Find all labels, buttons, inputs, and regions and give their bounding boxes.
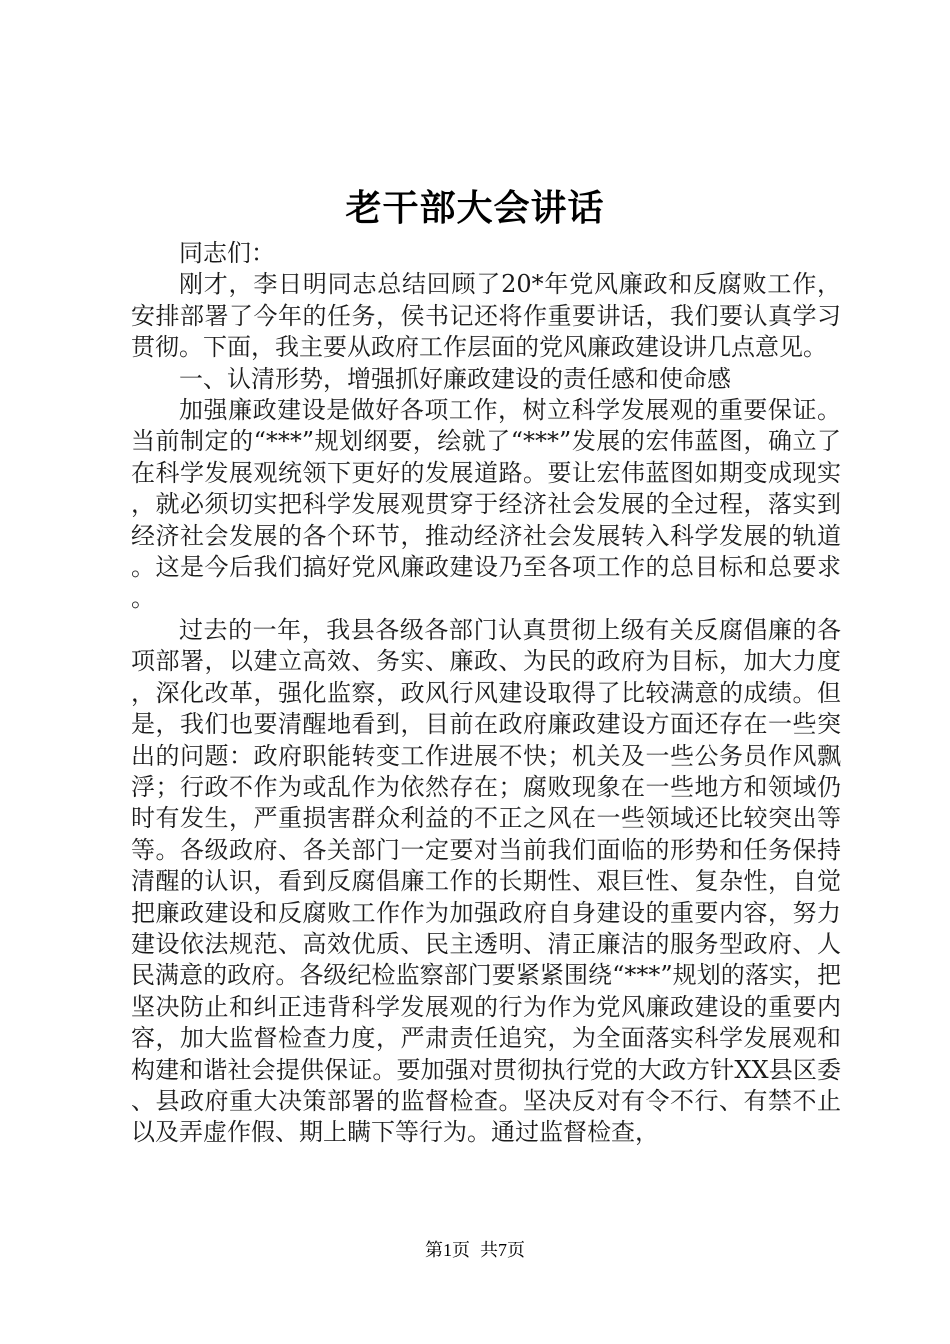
salutation: 同志们： xyxy=(179,239,275,267)
paragraph-intro: 刚才，李日明同志总结回顾了20*年党风廉政和反腐败工作，安排部署了今年的任务，侯书记还将作重要讲话，我们要认真学习贯彻。下面，我主要从政府工作层面的党风廉政建设讲几点意见。 xyxy=(131,270,841,362)
document-title: 老干部大会讲话 xyxy=(345,187,605,229)
section-heading-1: 一、认清形势，增强抓好廉政建设的责任感和使命感 xyxy=(179,364,731,393)
page-footer xyxy=(0,1238,950,1262)
paragraph-2: 加强廉政建设是做好各项工作，树立科学发展观的重要保证。当前制定的“***”规划纲要，绘就了“***”发展的宏伟蓝图，确立了在科学发展观统领下更好的发展道路。要让宏伟蓝图如期变成现实，就必须切实把科学发展观贯穿于经济社会发展的全过程，落实到经济社会发展的各个环节，推动经济社会发展转入科学发展的轨道。这是今后我们搞好党风廉政建设乃至各项工作的总目标和总要求。 xyxy=(131,396,841,613)
paragraph-3: 过去的一年，我县各级各部门认真贯彻上级有关反腐倡廉的各项部署，以建立高效、务实、廉政、为民的政府为目标，加大力度，深化改革，强化监察，政风行风建设取得了比较满意的成绩。但是，我们也要清醒地看到，目前在政府廉政建设方面还存在一些突出的问题：政府职能转变工作进展不快；机关及一些公务员作风飘浮；行政不作为或乱作为依然存在；腐败现象在一些地方和领域仍时有发生，严重损害群众利益的不正之风在一些领域还比较突出等等。各级政府、各关部门一定要对当前我们面临的形势和任务保持清醒的认识，看到反腐倡廉工作的长期性、艰巨性、复杂性，自觉把廉政建设和反腐败工作作为加强政府自身建设的重要内容，努力建设依法规范、高效优质、民主透明、清正廉洁的服务型政府、人民满意的政府。各级纪检监察部门要紧紧围绕“***”规划的落实，把坚决防止和纠正违背科学发展观的行为作为党风廉政建设的重要内容，加大监督检查力度，严肃责任追究，为全面落实科学发展观和构建和谐社会提供保证。要加强对贯彻执行党的大政方针XX县区委、县政府重大决策部署的监督检查。坚决反对有令不行、有禁不止以及弄虚作假、期上瞒下等行为。通过监督检查， xyxy=(131,615,841,1147)
page-number: 第1页 xyxy=(425,1240,470,1260)
page-total: 共7页 xyxy=(480,1240,525,1260)
document-body xyxy=(131,238,841,1149)
